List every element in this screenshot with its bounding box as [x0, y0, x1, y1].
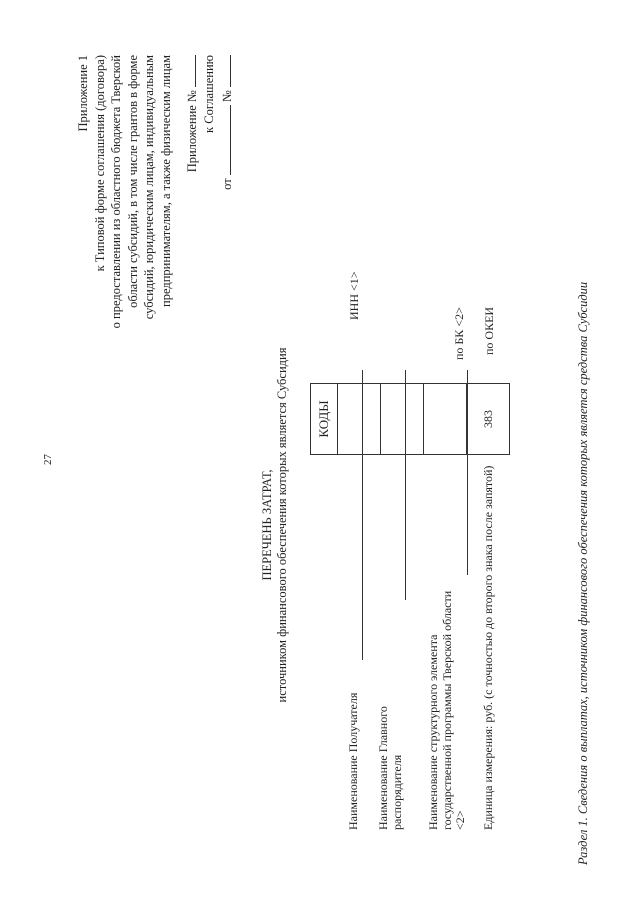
code-cell-inn	[338, 384, 381, 455]
agreement-date-line	[218, 55, 236, 265]
inn-label: ИНН <1>	[347, 271, 361, 320]
appendix-header	[75, 55, 174, 345]
agreement-number-blank	[218, 55, 231, 87]
agreement-from-label: от	[220, 178, 234, 190]
appendix-line: предпринимателям, а также физическим лицам	[158, 55, 173, 307]
agreement-reference	[183, 55, 236, 265]
recipient-label: Наименование Получателя	[346, 692, 360, 830]
appendix-line: области субсидий, в том числе грантов в форме	[125, 55, 140, 308]
agreement-appendix-line	[183, 55, 201, 265]
section-title: Раздел 1. Сведения о выплатах, источником финансового обеспечения которых является средства Субсидии	[576, 281, 590, 865]
agreement-to-label: к Соглашению	[202, 55, 216, 133]
codes-table	[310, 383, 510, 455]
code-cell-bk	[424, 384, 467, 455]
appendix-line: к Типовой форме соглашения (договора)	[92, 55, 107, 272]
agreement-appendix-label: Приложение №	[185, 90, 199, 173]
page-number: 27	[42, 454, 54, 465]
agreement-date-blank	[218, 105, 231, 175]
code-cell-manager	[381, 384, 424, 455]
code-cell-okei: 383	[467, 384, 510, 455]
codes-header	[311, 384, 338, 455]
okei-label: по ОКЕИ	[482, 306, 496, 355]
appendix-number-blank	[183, 55, 196, 87]
manager-label: Наименование Главного распорядителя	[376, 706, 404, 830]
codes-header-text: КОДЫ	[316, 400, 331, 438]
title-main: ПЕРЕЧЕНЬ ЗАТРАТ,	[260, 469, 274, 581]
document-title	[260, 335, 290, 715]
bk-label: по БК <2>	[452, 307, 466, 360]
appendix-heading: Приложение 1	[76, 55, 90, 132]
program-label: Наименование структурного элемента государственной программы Тверской области <2>	[426, 590, 467, 830]
title-sub: источником финансового обеспечения которых является Субсидия	[275, 347, 289, 703]
appendix-line: о предоставлении из областного бюджета Тверской	[109, 55, 123, 329]
unit-label: Единица измерения: руб. (с точностью до второго знака после запятой)	[481, 465, 495, 830]
appendix-line: субсидий, юридическим лицам, индивидуальным	[142, 55, 156, 320]
agreement-number-sign: №	[220, 90, 234, 103]
